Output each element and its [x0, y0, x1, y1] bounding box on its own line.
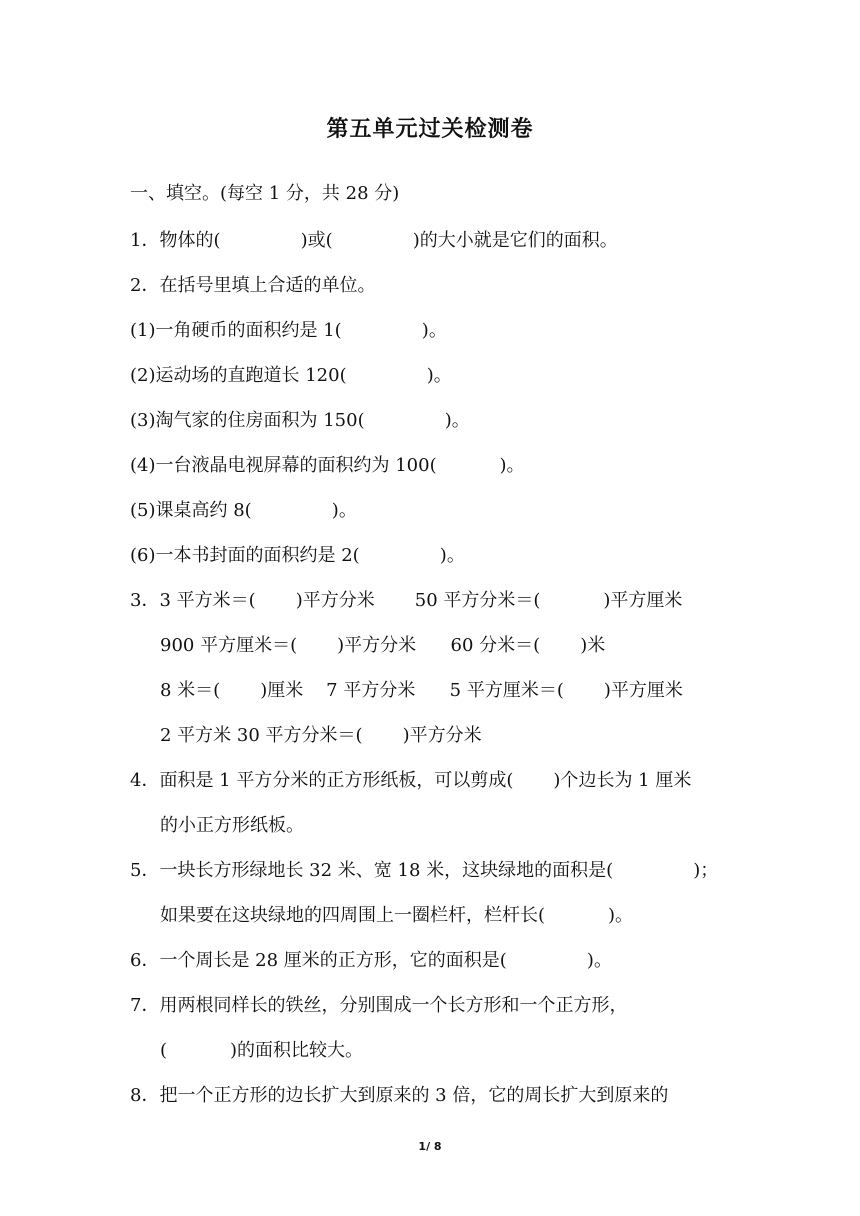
question-line: (2)运动场的直跑道长 120( )。: [130, 365, 452, 386]
section-heading: 一、填空。(每空 1 分，共 28 分): [130, 183, 400, 204]
question-line: 1．物体的( )或( )的大小就是它们的面积。: [130, 230, 618, 251]
question-line: (1)一角硬币的面积约是 1( )。: [130, 320, 447, 341]
question-line: (4)一台液晶电视屏幕的面积约为 100( )。: [130, 455, 525, 476]
question-line: 5．一块长方形绿地长 32 米、宽 18 米，这块绿地的面积是( )；: [130, 860, 719, 881]
page-title: 第五单元过关检测卷: [326, 117, 534, 142]
question-line: 8 米＝( )厘米 7 平方分米 5 平方厘米＝( )平方厘米: [160, 680, 683, 701]
question-line: 6．一个周长是 28 厘米的正方形，它的面积是( )。: [130, 950, 612, 971]
question-line: 2．在括号里填上合适的单位。: [130, 275, 376, 296]
question-line: (3)淘气家的住房面积为 150( )。: [130, 410, 470, 431]
question-line: 8．把一个正方形的边长扩大到原来的 3 倍，它的周长扩大到原来的: [130, 1085, 669, 1106]
question-line: 900 平方厘米＝( )平方分米 60 分米＝( )米: [160, 635, 606, 656]
question-line: 的小正方形纸板。: [160, 815, 304, 836]
question-line: 7．用两根同样长的铁丝，分别围成一个长方形和一个正方形，: [130, 995, 628, 1016]
question-line: 如果要在这块绿地的四周围上一圈栏杆，栏杆长( )。: [160, 905, 633, 926]
page-number: 1/ 8: [418, 1140, 442, 1153]
question-line: 4．面积是 1 平方分米的正方形纸板，可以剪成( )个边长为 1 厘米: [130, 770, 692, 791]
question-line: (6)一本书封面的面积约是 2( )。: [130, 545, 465, 566]
question-line: 3．3 平方米＝( )平方分米 50 平方分米＝( )平方厘米: [130, 590, 683, 611]
question-line: ( )的面积比较大。: [160, 1040, 363, 1061]
question-line: (5)课桌高约 8( )。: [130, 500, 357, 521]
question-line: 2 平方米 30 平方分米＝( )平方分米: [160, 725, 482, 746]
